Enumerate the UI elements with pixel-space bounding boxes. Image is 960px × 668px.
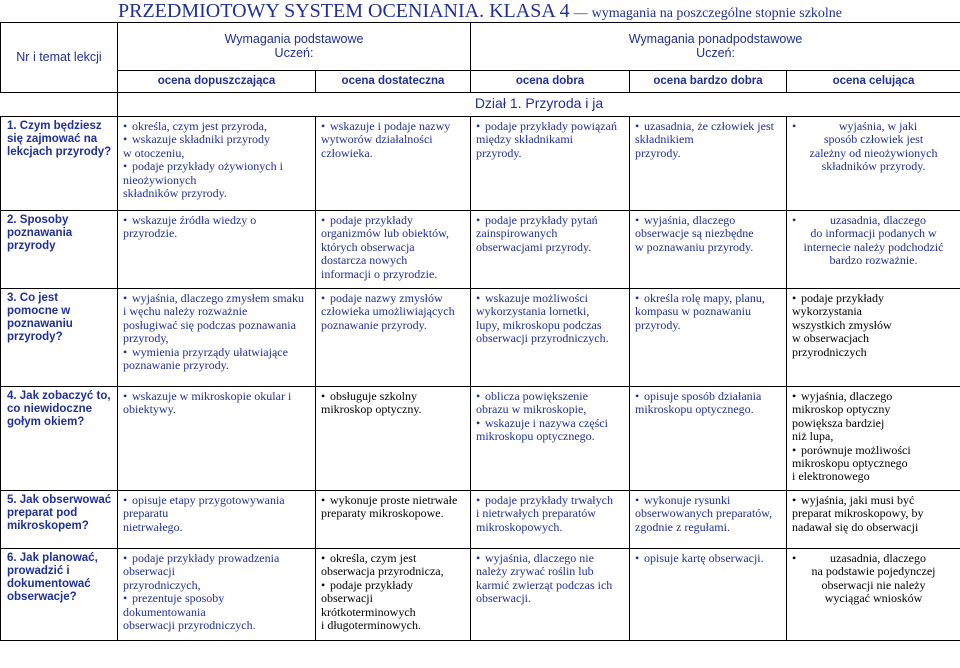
requirement-line: mikroskopu optycznego. <box>635 402 754 417</box>
requirement-cell <box>118 549 316 641</box>
requirement-cell <box>316 117 471 211</box>
requirement-line: zainspirowanych <box>476 226 558 241</box>
requirement-line: przyrodniczych <box>792 344 867 359</box>
header-advanced: Wymagania ponadpodstawowe Uczeń: <box>471 23 960 71</box>
requirement-line: przyrodzie. <box>123 226 178 241</box>
requirement-line: mikroskop optyczny. <box>321 402 422 417</box>
requirement-bullet: • określa, czym jest <box>321 552 465 565</box>
requirement-cell <box>787 117 960 211</box>
requirement-bullet: • uzasadnia, że człowiek jest <box>635 120 781 133</box>
requirement-cell <box>471 117 630 211</box>
requirement-bullet: • opisuje sposób działania <box>635 390 781 403</box>
requirement-line: na podstawie pojedynczej <box>811 564 936 579</box>
requirement-line: człowieka umożliwiających <box>321 304 455 319</box>
requirement-line: mikroskopowych. <box>476 519 563 534</box>
requirement-bullet: • określa rolę mapy, planu, <box>635 292 781 305</box>
requirement-line: posługiwać się podczas poznawania <box>123 317 296 332</box>
requirement-cell <box>630 549 787 641</box>
requirement-line: i węchu należy rozważnie <box>123 304 248 319</box>
requirement-bullet: • wskazuje źródła wiedzy o <box>123 214 310 227</box>
requirement-bullet: • podaje przykłady pytań <box>476 214 624 227</box>
requirement-cell <box>316 289 471 387</box>
requirement-cell <box>630 117 787 211</box>
requirement-bullet: • wyjaśnia, jaki musi być <box>792 494 955 507</box>
requirement-bullet: • wyjaśnia, dlaczego zmysłem smaku <box>123 292 310 305</box>
requirement-line: których obserwacja <box>321 239 415 254</box>
requirement-line: wykorzystania lornetki, <box>476 304 590 319</box>
requirement-bullet: • obsługuje szkolny <box>321 390 465 403</box>
requirement-cell <box>118 491 316 549</box>
requirement-bullet: • określa, czym jest przyroda, <box>123 120 310 133</box>
requirement-line: nieożywionych <box>123 172 197 187</box>
requirement-cell <box>316 491 471 549</box>
requirement-line: obserwacje są niezbędne <box>635 226 754 241</box>
requirement-bullet: • wyjaśnia, dlaczego nie <box>476 552 624 565</box>
requirement-line: i długoterminowych. <box>321 618 421 633</box>
table-row <box>1 387 960 491</box>
requirement-bullet: • wskazuje i nazywa części <box>476 417 624 430</box>
requirement-bullet: • podaje przykłady ożywionych i <box>123 160 310 173</box>
requirement-bullet: • opisuje etapy przygotowywania <box>123 494 310 507</box>
lesson-topic: 3. Co jest pomocne w poznawaniu przyrody? <box>1 289 118 387</box>
requirement-cell <box>787 289 960 387</box>
section-title: Dział 1. Przyroda i ja <box>118 93 960 117</box>
requirement-bullet: • podaje przykłady powiązań <box>476 120 624 133</box>
requirement-bullet: • podaje przykłady <box>321 579 465 592</box>
requirement-line: obserwacji przyrodniczych. <box>123 618 256 633</box>
requirement-line: krótkoterminowych <box>321 604 416 619</box>
requirement-line: składników przyrody. <box>123 186 227 201</box>
requirement-line: i elektronowego <box>792 469 870 484</box>
requirement-line: nadawał się do obserwacji <box>792 519 919 534</box>
requirement-bullet: • wyjaśnia, w jaki <box>792 120 955 133</box>
requirement-line: obrazu w mikroskopie, <box>476 402 587 417</box>
requirement-line: przyrody. <box>476 145 522 160</box>
requirement-line: mikroskopu optycznego. <box>476 429 595 444</box>
header-topic: Nr i temat lekcji <box>1 23 118 93</box>
requirement-bullet: • oblicza powiększenie <box>476 390 624 403</box>
requirement-line: przyrodniczych, <box>123 577 201 592</box>
requirement-cell <box>630 491 787 549</box>
requirement-line: poznawanie przyrody. <box>321 317 427 332</box>
requirement-cell <box>471 549 630 641</box>
title-main: PRZEDMIOTOWY SYSTEM OCENIANIA. KLASA 4 <box>117 0 570 22</box>
requirement-line: do informacji podanych w <box>810 226 937 241</box>
requirement-bullet: • podaje przykłady <box>321 214 465 227</box>
requirement-bullet: • podaje przykłady <box>792 292 955 305</box>
level-header: ocena celująca <box>787 71 960 93</box>
requirement-line: powiększa bardziej <box>792 415 885 430</box>
requirement-cell <box>316 387 471 491</box>
requirement-bullet: • wskazuje i podaje nazwy <box>321 120 465 133</box>
title-dash: — <box>573 6 588 21</box>
requirement-line: zależny od nieożywionych <box>809 145 938 160</box>
requirement-cell <box>630 387 787 491</box>
requirement-line: obserwacja przyrodnicza, <box>321 564 444 579</box>
requirement-line: wszystkich zmysłów <box>792 317 892 332</box>
requirement-bullet: • wskazuje składniki przyrody <box>123 133 310 146</box>
requirement-bullet: • wskazuje możliwości <box>476 292 624 305</box>
requirement-cell <box>118 387 316 491</box>
table-body <box>1 117 960 641</box>
requirement-line: obserwacji nie należy <box>821 577 926 592</box>
requirement-line: preparatu <box>123 506 169 521</box>
requirement-line: wykorzystania <box>792 304 862 319</box>
requirement-cell <box>316 211 471 289</box>
level-header: ocena dopuszczająca <box>118 71 316 93</box>
requirement-bullet: • wyjaśnia, dlaczego <box>792 390 955 403</box>
requirement-line: organizmów lub obiektów, <box>321 226 449 241</box>
requirement-line: składników przyrody. <box>821 159 926 174</box>
grading-table <box>0 22 960 641</box>
document-title <box>0 0 960 22</box>
requirement-line: preparat mikroskopowy, by <box>792 506 924 521</box>
title-subtitle: wymagania na poszczególne stopnie szkolne <box>591 6 843 21</box>
requirement-bullet: • porównuje możliwości <box>792 444 955 457</box>
requirement-line: zgodnie z regułami. <box>635 519 730 534</box>
requirement-line: kompasu w poznawaniu <box>635 304 751 319</box>
level-header: ocena dostateczna <box>316 71 471 93</box>
requirement-line: wyciągać wniosków <box>824 591 923 606</box>
header-levels <box>1 71 960 93</box>
requirement-line: w obserwacjach <box>792 331 869 346</box>
table-row <box>1 549 960 641</box>
requirement-line: przyrody, <box>123 331 169 346</box>
requirement-line: składnikiem <box>635 132 694 147</box>
requirement-line: preparaty mikroskopowe. <box>321 506 444 521</box>
requirement-bullet: • wykonuje proste nietrwałe <box>321 494 465 507</box>
requirement-line: informacji o przyrodzie. <box>321 266 438 281</box>
table-row <box>1 491 960 549</box>
requirement-line: obserwacjami przyrody. <box>476 239 592 254</box>
table-row <box>1 289 960 387</box>
header-basic: Wymagania podstawowe Uczeń: <box>118 23 471 71</box>
requirement-line: i nietrwałych preparatów <box>476 506 596 521</box>
requirement-line: mikroskop optyczny <box>792 402 891 417</box>
requirement-line: między składnikami <box>476 132 573 147</box>
requirement-line: obiektywy. <box>123 402 176 417</box>
requirement-bullet: • uzasadnia, dlaczego <box>792 552 955 565</box>
requirement-bullet: • wyjaśnia, dlaczego <box>635 214 781 227</box>
table-row <box>1 117 960 211</box>
requirement-line: w poznawaniu przyrody. <box>635 239 754 254</box>
requirement-cell <box>471 211 630 289</box>
requirement-cell <box>630 289 787 387</box>
requirement-line: dostarcza nowych <box>321 253 408 268</box>
requirement-line: mikroskopu optycznego <box>792 456 908 471</box>
requirement-line: bardzo rozważnie. <box>829 253 918 268</box>
requirement-cell <box>471 491 630 549</box>
level-header: ocena bardzo dobra <box>630 71 787 93</box>
requirement-line: karmić zwierząt podczas ich <box>476 577 613 592</box>
requirement-bullet: • prezentuje sposoby <box>123 592 310 605</box>
requirement-bullet: • wymienia przyrządy ułatwiające <box>123 346 310 359</box>
requirement-cell <box>118 289 316 387</box>
requirement-cell <box>787 549 960 641</box>
requirement-line: sposób człowiek jest <box>823 132 924 147</box>
requirement-cell <box>787 491 960 549</box>
lesson-topic: 2. Sposoby poznawania przyrody <box>1 211 118 289</box>
requirement-line: lupy, mikroskopu podczas <box>476 317 602 332</box>
requirement-line: nietrwałego. <box>123 519 183 534</box>
lesson-topic: 5. Jak obserwować preparat pod mikroskopem? <box>1 491 118 549</box>
section-spacer <box>1 93 118 117</box>
requirement-bullet: • podaje przykłady trwałych <box>476 494 624 507</box>
requirement-line: dokumentowania <box>123 604 206 619</box>
requirement-bullet: • wskazuje w mikroskopie okular i <box>123 390 310 403</box>
requirement-line: wytworów działalności <box>321 132 433 147</box>
level-header: ocena dobra <box>471 71 630 93</box>
requirement-line: internecie należy podchodzić <box>803 239 944 254</box>
table-row <box>1 211 960 289</box>
lesson-topic: 1. Czym będziesz się zajmować na lekcjach przyrody? <box>1 117 118 211</box>
requirement-line: obserwacji przyrodniczych. <box>476 331 609 346</box>
requirement-cell <box>787 211 960 289</box>
requirement-bullet: • podaje przykłady prowadzenia <box>123 552 310 565</box>
requirement-line: obserwacji <box>321 591 373 606</box>
requirement-line: obserwacji. <box>476 591 531 606</box>
requirement-bullet: • wykonuje rysunki <box>635 494 781 507</box>
requirement-cell <box>471 289 630 387</box>
requirement-bullet: • podaje nazwy zmysłów <box>321 292 465 305</box>
lesson-topic: 6. Jak planować, prowadzić i dokumentować obserwacje? <box>1 549 118 641</box>
requirement-bullet: • opisuje kartę obserwacji. <box>635 552 781 565</box>
requirement-line: przyrody. <box>635 145 681 160</box>
lesson-topic: 4. Jak zobaczyć to, co niewidoczne gołym okiem? <box>1 387 118 491</box>
requirement-line: człowieka. <box>321 145 373 160</box>
requirement-cell <box>787 387 960 491</box>
requirement-line: obserwacji <box>123 564 175 579</box>
requirement-line: przyrody. <box>635 317 681 332</box>
requirement-cell <box>118 211 316 289</box>
requirement-cell <box>471 387 630 491</box>
requirement-line: poznawanie przyrody. <box>123 358 229 373</box>
requirement-cell <box>118 117 316 211</box>
requirement-cell <box>316 549 471 641</box>
requirement-line: należy zrywać roślin lub <box>476 564 594 579</box>
requirement-bullet: • uzasadnia, dlaczego <box>792 214 955 227</box>
requirement-cell <box>630 211 787 289</box>
requirement-line: obserwowanych preparatów, <box>635 506 773 521</box>
requirement-line: w otoczeniu, <box>123 145 185 160</box>
requirement-line: niż lupa, <box>792 429 834 444</box>
